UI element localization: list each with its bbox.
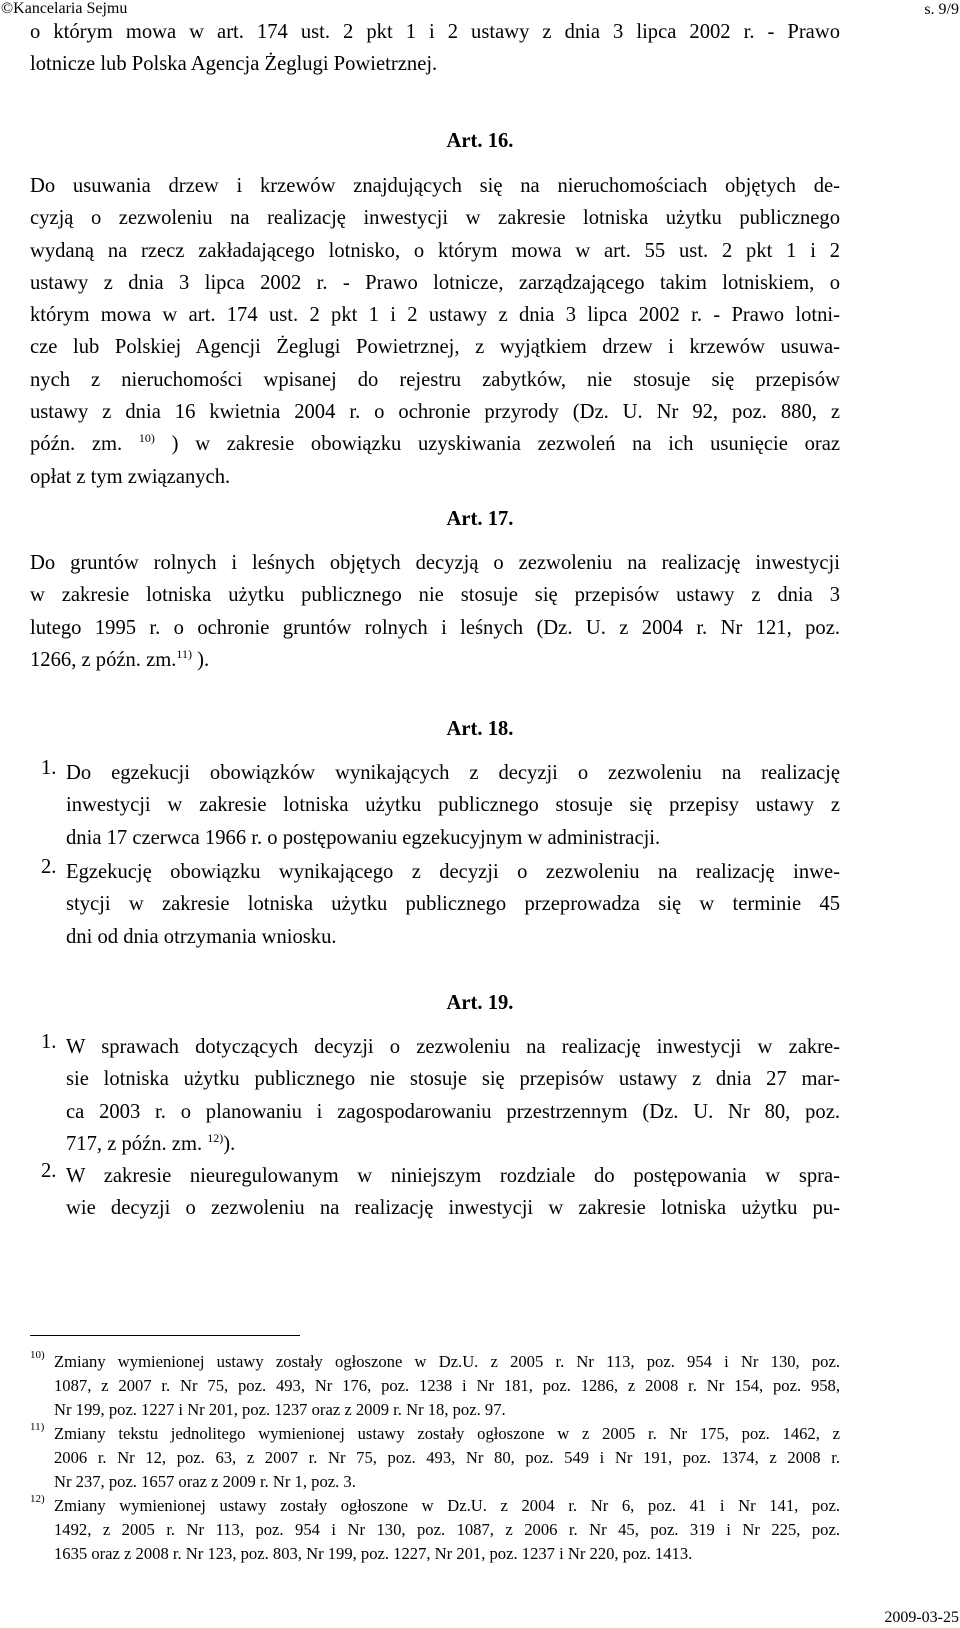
footnote-line: Nr 199, poz. 1227 i Nr 201, poz. 1237 oraz z 2009 r. Nr 18, poz. 97. [54, 1400, 506, 1419]
item-number: 1. [41, 1031, 57, 1053]
text-fragment: późn. zm. [30, 433, 123, 456]
article-17-title: Art. 17. [446, 508, 514, 530]
text-line: dnia 17 czerwca 1966 r. o postępowaniu egzekucyjnym w administracji. [66, 826, 661, 849]
footnote-line: 1635 oraz z 2008 r. Nr 123, poz. 803, Nr 199, poz. 1227, Nr 201, poz. 1237 i Nr 220, poz. 1413. [54, 1544, 693, 1563]
text-line: o którym mowa w art. 174 ust. 2 pkt 1 i 2 ustawy z dnia 3 lipca 2002 r. - Prawo [30, 21, 840, 43]
text-line: W zakresie nieuregulowanym w niniejszym rozdziale do postępowania w spra- [66, 1165, 840, 1187]
article-19-item-2 [66, 1160, 840, 1225]
page-number: s. 9/9 [924, 1, 959, 18]
article-18-item-1 [66, 757, 840, 854]
footnote-12 [54, 1494, 840, 1566]
text-line [30, 644, 840, 676]
text-fragment: 1266, z późn. zm. [30, 648, 177, 671]
footnote-ref-11: 11) [176, 647, 192, 662]
footnote-10 [54, 1350, 840, 1422]
text-line: Do gruntów rolnych i leśnych objętych decyzją o zezwoleniu na realizację inwestycji [30, 552, 840, 574]
footnote-mark: 12) [30, 1493, 45, 1505]
text-line: wie decyzji o zezwoleniu na realizację inwestycji w zakresie lotniska użytku pu- [66, 1197, 840, 1220]
text-line: Do egzekucji obowiązków wynikających z decyzji o zezwoleniu na realizację [66, 762, 840, 784]
text-line: Do usuwania drzew i krzewów znajdujących się na nieruchomościach objętych de- [30, 175, 840, 197]
footnote-line: 1492, z 2005 r. Nr 113, poz. 954 i Nr 130, poz. 1087, z 2006 r. Nr 45, poz. 319 i Nr 225, poz. [54, 1520, 840, 1539]
text-line: cyzją o zezwoleniu na realizację inwestycji w zakresie lotniska użytku publicznego [30, 207, 840, 230]
text-line: w zakresie lotniska użytku publicznego nie stosuje się przepisów ustawy z dnia 3 [30, 584, 840, 607]
footnote-separator [30, 1335, 300, 1336]
item-number: 2. [41, 856, 57, 878]
text-line: cze lub Polskiej Agencji Żeglugi Powietrznej, z wyjątkiem drzew i krzewów usuwa- [30, 336, 840, 359]
text-line: dni od dnia otrzymania wniosku. [66, 925, 337, 948]
article-16-paragraph [30, 170, 840, 493]
text-line: ca 2003 r. o planowaniu i zagospodarowaniu przestrzennym (Dz. U. Nr 80, poz. [66, 1100, 840, 1123]
footnote-line: Zmiany tekstu jednolitego wymienionej ustawy zostały ogłoszone w z 2005 r. Nr 175, poz. 1462, z [54, 1424, 840, 1443]
header-copyright: ©Kancelaria Sejmu [1, 0, 128, 17]
article-17-paragraph [30, 547, 840, 676]
item-number: 1. [41, 757, 57, 779]
text-line: Egzekucję obowiązku wynikającego z decyzji o zezwoleniu na realizację inwe- [66, 861, 840, 883]
text-line: lotnicze lub Polska Agencja Żeglugi Powietrznej. [30, 53, 438, 76]
footnote-ref-10: 10) [138, 431, 155, 446]
article-18-item-2 [66, 856, 840, 953]
text-line: stycji w zakresie lotniska użytku publicznego przeprowadza się w terminie 45 [66, 893, 840, 916]
text-line [66, 1128, 840, 1160]
text-fragment: ). [223, 1132, 236, 1155]
article-18-title: Art. 18. [446, 718, 514, 740]
footnote-line: Nr 237, poz. 1657 oraz z 2009 r. Nr 1, poz. 3. [54, 1472, 356, 1491]
text-line: ustawy z dnia 3 lipca 2002 r. - Prawo lotnicze, zarządzającego takim lotniskiem, o [30, 271, 840, 294]
text-line: wydaną na rzecz zakładającego lotnisko, o którym mowa w art. 55 ust. 2 pkt 1 i 2 [30, 239, 840, 262]
footnote-mark: 10) [30, 1349, 45, 1361]
article-19-item-1 [66, 1031, 840, 1160]
footnote-11 [54, 1422, 840, 1494]
text-fragment: ) w zakresie obowiązku uzyskiwania zezwoleń na ich usunięcie oraz [171, 433, 841, 456]
footnote-mark: 11) [30, 1421, 45, 1433]
footnote-line: Zmiany wymienionej ustawy zostały ogłoszone w Dz.U. z 2004 r. Nr 6, poz. 41 i Nr 141, poz. [54, 1496, 840, 1515]
footnote-line: Zmiany wymienionej ustawy zostały ogłoszone w Dz.U. z 2005 r. Nr 113, poz. 954 i Nr 130, poz. [54, 1352, 840, 1371]
text-line: lutego 1995 r. o ochronie gruntów rolnych i leśnych (Dz. U. z 2004 r. Nr 121, poz. [30, 616, 840, 639]
intro-paragraph [30, 16, 840, 81]
text-line: ustawy z dnia 16 kwietnia 2004 r. o ochronie przyrody (Dz. U. Nr 92, poz. 880, z [30, 401, 840, 424]
text-line [30, 428, 840, 460]
item-number: 2. [41, 1160, 57, 1182]
footnote-ref-12: 12) [207, 1131, 224, 1146]
text-line: sie lotniska użytku publicznego nie stosuje się przepisów ustawy z dnia 27 mar- [66, 1068, 840, 1091]
text-line: którym mowa w art. 174 ust. 2 pkt 1 i 2 ustawy z dnia 3 lipca 2002 r. - Prawo lotni- [30, 304, 840, 327]
text-fragment: ). [197, 648, 210, 671]
article-16-title: Art. 16. [446, 130, 514, 152]
text-line: opłat z tym związanych. [30, 465, 231, 488]
document-date: 2009-03-25 [884, 1609, 959, 1626]
text-fragment: 717, z późn. zm. [66, 1132, 203, 1155]
text-line: inwestycji w zakresie lotniska użytku publicznego stosuje się przepisy ustawy z [66, 794, 840, 817]
footnote-line: 1087, z 2007 r. Nr 75, poz. 493, Nr 176, poz. 1238 i Nr 181, poz. 1286, z 2008 r. Nr 154, poz. 958, [54, 1376, 840, 1395]
footnote-line: 2006 r. Nr 12, poz. 63, z 2007 r. Nr 75, poz. 493, Nr 80, poz. 549 i Nr 191, poz. 1374, z 2008 r. [54, 1448, 840, 1467]
article-19-title: Art. 19. [446, 992, 514, 1014]
text-line: W sprawach dotyczących decyzji o zezwoleniu na realizację inwestycji w zakre- [66, 1036, 840, 1058]
text-line: nych z nieruchomości wpisanej do rejestru zabytków, nie stosuje się przepisów [30, 368, 840, 391]
